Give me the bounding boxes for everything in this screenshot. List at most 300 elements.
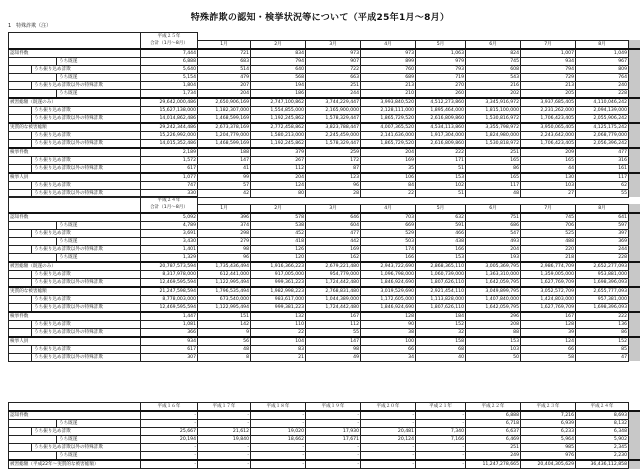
row-label: うち既遂 bbox=[56, 452, 140, 459]
value-cell: 706 bbox=[521, 221, 576, 229]
value-cell: 1,007 bbox=[521, 49, 576, 58]
value-cell: 202 bbox=[466, 89, 521, 98]
value-cell: 100 bbox=[361, 337, 416, 346]
year-header: 平成２４年 bbox=[576, 403, 629, 412]
table-row bbox=[9, 164, 640, 173]
value-cell: 1,401 bbox=[141, 245, 198, 253]
table-row bbox=[9, 229, 640, 237]
value-cell: 1,706,423,405 bbox=[521, 114, 576, 123]
year-header: 平成１６年 bbox=[141, 403, 198, 412]
value-cell: 20,404,305,629 bbox=[521, 460, 576, 469]
value-cell: 3,691 bbox=[141, 229, 198, 237]
value-cell: 794 bbox=[251, 57, 306, 65]
value-cell: 641 bbox=[576, 213, 629, 222]
table-row bbox=[9, 428, 640, 436]
gray-margin-cell bbox=[629, 278, 640, 287]
value-cell: 1,627,769,709 bbox=[521, 278, 576, 287]
table-row bbox=[9, 328, 640, 337]
value-cell: - bbox=[361, 444, 416, 452]
value-cell: 15,627,138,000 bbox=[141, 106, 198, 114]
value-cell: 38 bbox=[361, 328, 416, 337]
value-cell: 1,846,924,690 bbox=[361, 278, 416, 287]
gray-margin-cell bbox=[629, 320, 640, 328]
table-row bbox=[9, 353, 640, 361]
value-cell: 22 bbox=[251, 328, 306, 337]
value-cell: 2,056,396,242 bbox=[576, 139, 629, 148]
month-header: 8月 bbox=[576, 204, 629, 213]
value-cell: 729 bbox=[521, 73, 576, 81]
value-cell: 2,230 bbox=[576, 452, 629, 461]
value-cell: 307 bbox=[141, 353, 198, 361]
row-label: うち振り込め詐欺以外の特殊詐欺 bbox=[31, 329, 140, 336]
value-cell: 260 bbox=[416, 89, 466, 98]
table-row bbox=[9, 270, 640, 278]
value-cell: 1,572 bbox=[141, 156, 198, 164]
value-cell: - bbox=[306, 452, 361, 461]
value-cell: 152 bbox=[416, 320, 466, 328]
row-label-cell bbox=[9, 460, 141, 469]
year-header: 平成１７年 bbox=[198, 403, 251, 412]
table-row bbox=[9, 452, 640, 461]
value-cell: 14,015,352,486 bbox=[141, 139, 198, 148]
month-header: 8月 bbox=[576, 40, 629, 49]
value-cell: - bbox=[251, 460, 306, 469]
gray-margin-cell bbox=[629, 139, 640, 148]
value-cell: 4,007,365,520 bbox=[361, 123, 416, 132]
section-heading: 1 特殊詐欺（注） bbox=[8, 22, 51, 29]
value-cell: 1,182,307,000 bbox=[198, 106, 251, 114]
value-cell: 208 bbox=[466, 320, 521, 328]
row-label: うち振り込め詐欺以外の特殊詐欺 bbox=[31, 165, 140, 172]
value-cell: 15,226,992,000 bbox=[141, 131, 198, 139]
table-row bbox=[9, 73, 640, 81]
value-cell: 222 bbox=[416, 148, 466, 157]
value-cell: 1,895,464,000 bbox=[416, 106, 466, 114]
value-cell: 153 bbox=[466, 337, 521, 346]
value-cell: 244 bbox=[306, 89, 361, 98]
value-cell: 1,081 bbox=[141, 320, 198, 328]
value-cell: 112 bbox=[306, 320, 361, 328]
row-label-cell bbox=[9, 436, 141, 444]
value-cell: - bbox=[306, 411, 361, 420]
table-row bbox=[9, 81, 640, 89]
value-cell: 503 bbox=[361, 237, 416, 245]
value-cell: 5,902 bbox=[576, 436, 629, 444]
value-cell: 51 bbox=[416, 164, 466, 173]
value-cell: 479 bbox=[198, 73, 251, 81]
value-cell: 4,534,113,860 bbox=[416, 123, 466, 132]
value-cell: 1,578,329,447 bbox=[306, 114, 361, 123]
gray-margin-cell bbox=[629, 197, 640, 205]
value-cell: 2,616,809,860 bbox=[416, 114, 466, 123]
row-label: 被害総額（既遂のみ） bbox=[9, 263, 140, 270]
header-row bbox=[9, 403, 640, 412]
value-cell: 686 bbox=[466, 221, 521, 229]
gray-margin-cell bbox=[629, 181, 640, 189]
month-header: 7月 bbox=[521, 40, 576, 49]
row-label-cell bbox=[9, 139, 141, 148]
value-cell: 259 bbox=[306, 148, 361, 157]
value-cell: 529 bbox=[361, 229, 416, 237]
table-row bbox=[9, 436, 640, 444]
value-cell: 167 bbox=[521, 312, 576, 321]
year-header: 平成２５年 bbox=[141, 33, 198, 41]
header-blank bbox=[9, 403, 141, 412]
value-cell: 279 bbox=[198, 237, 251, 245]
value-cell: 316 bbox=[576, 156, 629, 164]
value-cell: 4,125,175,242 bbox=[576, 123, 629, 132]
value-cell: 4,110,046,242 bbox=[576, 98, 629, 107]
gray-margin-cell bbox=[629, 173, 640, 182]
value-cell: 2,868,365,110 bbox=[416, 262, 466, 271]
value-cell: 640 bbox=[251, 65, 306, 73]
value-cell: 87 bbox=[306, 164, 361, 173]
value-cell: 719 bbox=[416, 73, 466, 81]
value-cell: 1,554,855,000 bbox=[251, 106, 306, 114]
row-label-cell bbox=[9, 411, 141, 420]
value-cell: 204 bbox=[361, 148, 416, 157]
header-spacer bbox=[466, 33, 521, 41]
value-cell: 96 bbox=[198, 253, 251, 262]
value-cell: 128 bbox=[521, 320, 576, 328]
row-label-cell bbox=[9, 278, 141, 287]
row-label: うち振り込め詐欺 bbox=[31, 66, 140, 73]
value-cell: 983,617,000 bbox=[251, 295, 306, 303]
value-cell: 57 bbox=[198, 181, 251, 189]
value-cell: 3,937,685,405 bbox=[521, 98, 576, 107]
row-label: うち振り込め詐欺以外の特殊詐欺 bbox=[31, 115, 140, 122]
value-cell: 128 bbox=[361, 312, 416, 321]
row-label-cell bbox=[9, 270, 141, 278]
value-cell: - bbox=[251, 444, 306, 452]
value-cell: 3,744,229,447 bbox=[306, 98, 361, 107]
value-cell: 210 bbox=[361, 89, 416, 98]
table-row bbox=[9, 345, 640, 353]
value-cell: 27 bbox=[521, 189, 576, 197]
value-cell: 396 bbox=[198, 213, 251, 222]
value-cell: 147 bbox=[198, 156, 251, 164]
value-cell: 86 bbox=[466, 164, 521, 173]
gray-margin-cell bbox=[629, 156, 640, 164]
value-cell: - bbox=[198, 460, 251, 469]
value-cell: 48 bbox=[198, 345, 251, 353]
gray-margin-cell bbox=[629, 411, 640, 420]
row-label: うち振り込め詐欺 bbox=[31, 428, 140, 435]
row-label: 実質的な被害総額 bbox=[9, 124, 140, 131]
value-cell: 44 bbox=[521, 164, 576, 173]
value-cell: - bbox=[251, 420, 306, 428]
value-cell: 2,055,906,242 bbox=[576, 114, 629, 123]
row-label: うち既遂 bbox=[56, 238, 140, 245]
gray-margin-cell bbox=[629, 114, 640, 123]
value-cell: 249 bbox=[466, 452, 521, 461]
value-cell: 1,530,816,972 bbox=[466, 114, 521, 123]
row-label-cell bbox=[9, 123, 141, 132]
row-label: うち既遂 bbox=[56, 254, 140, 261]
row-label: うち振り込め詐欺以外の特殊詐欺 bbox=[31, 246, 140, 253]
value-cell: 899 bbox=[361, 57, 416, 65]
table-row bbox=[9, 444, 640, 452]
table-2013 bbox=[8, 32, 640, 198]
value-cell: 2,747,100,862 bbox=[251, 98, 306, 107]
value-cell: 112 bbox=[251, 164, 306, 173]
row-label: うち振り込め詐欺以外の特殊詐欺 bbox=[31, 354, 140, 361]
value-cell: 251 bbox=[466, 148, 521, 157]
row-label: うち振り込め詐欺 bbox=[31, 271, 140, 278]
year-header: 平成２１年 bbox=[416, 403, 466, 412]
header-spacer bbox=[576, 33, 629, 41]
value-cell: 793 bbox=[416, 65, 466, 73]
value-cell: 8,317,978,000 bbox=[141, 270, 198, 278]
month-header: 5月 bbox=[416, 40, 466, 49]
value-cell: 102 bbox=[416, 181, 466, 189]
value-cell: 917,005,000 bbox=[251, 270, 306, 278]
value-cell: 999,361,223 bbox=[251, 278, 306, 287]
value-cell: - bbox=[416, 420, 466, 428]
value-cell: 36,436,112,858 bbox=[576, 460, 629, 469]
gray-margin-cell bbox=[629, 436, 640, 444]
value-cell: 369 bbox=[576, 237, 629, 245]
table-row bbox=[9, 181, 640, 189]
value-cell: 3,355,798,972 bbox=[466, 123, 521, 132]
value-cell: 957,381,000 bbox=[576, 295, 629, 303]
row-label-cell bbox=[9, 337, 141, 346]
value-cell: 68 bbox=[416, 345, 466, 353]
value-cell: 184 bbox=[416, 312, 466, 321]
value-cell: - bbox=[141, 411, 198, 420]
value-cell: 110 bbox=[251, 320, 306, 328]
value-cell: 147 bbox=[306, 337, 361, 346]
value-cell: 218 bbox=[521, 253, 576, 262]
value-cell: 2,986,774,709 bbox=[521, 262, 576, 271]
table-row bbox=[9, 303, 640, 312]
value-cell: 751 bbox=[466, 213, 521, 222]
value-cell: 165 bbox=[466, 156, 521, 164]
value-cell: 1,807,626,110 bbox=[416, 303, 466, 312]
value-cell: 222 bbox=[576, 312, 629, 321]
row-label-cell bbox=[9, 89, 141, 98]
table-row bbox=[9, 49, 640, 58]
value-cell: 374 bbox=[198, 221, 251, 229]
value-cell: 3,823,788,447 bbox=[306, 123, 361, 132]
row-label: うち振り込め詐欺 bbox=[31, 321, 140, 328]
value-cell: 834 bbox=[251, 49, 306, 58]
value-cell: 6,888 bbox=[141, 57, 198, 65]
value-cell: 14,014,862,486 bbox=[141, 114, 198, 123]
value-cell: 4,512,273,860 bbox=[416, 98, 466, 107]
value-cell: - bbox=[361, 460, 416, 469]
row-label: うち既遂 bbox=[56, 74, 140, 81]
gray-margin-cell bbox=[629, 229, 640, 237]
row-label-cell bbox=[9, 295, 141, 303]
value-cell: 2,772,458,862 bbox=[251, 123, 306, 132]
value-cell: 5,092 bbox=[141, 213, 198, 222]
value-cell: 169 bbox=[361, 156, 416, 164]
value-cell: 152 bbox=[576, 337, 629, 346]
value-cell: 7,166 bbox=[416, 436, 466, 444]
row-label: 被害総額（既遂のみ） bbox=[9, 99, 140, 106]
value-cell: 591 bbox=[416, 221, 466, 229]
header-spacer bbox=[306, 197, 361, 205]
value-cell: 3,993,840,520 bbox=[361, 98, 416, 107]
value-cell: 2,189 bbox=[141, 148, 198, 157]
table-row bbox=[9, 213, 640, 222]
row-label-cell bbox=[9, 148, 141, 157]
row-label: 検挙人員 bbox=[9, 338, 140, 345]
value-cell: 17,930 bbox=[306, 428, 361, 436]
header-spacer bbox=[521, 197, 576, 205]
value-cell: 2,231,262,000 bbox=[521, 106, 576, 114]
value-cell: 99 bbox=[198, 173, 251, 182]
value-cell: 216 bbox=[466, 81, 521, 89]
row-label-cell bbox=[9, 312, 141, 321]
value-cell: 1,077 bbox=[141, 173, 198, 182]
value-cell: 330 bbox=[141, 189, 198, 197]
value-cell: 42 bbox=[198, 189, 251, 197]
value-cell: 1,049 bbox=[576, 49, 629, 58]
gray-margin-cell bbox=[629, 148, 640, 157]
table-row bbox=[9, 89, 640, 98]
row-label: うち振り込め詐欺以外の特殊詐欺 bbox=[31, 279, 140, 286]
value-cell: 220 bbox=[521, 245, 576, 253]
value-cell: 1,916,366,223 bbox=[251, 262, 306, 271]
total-header: 合計（1月～8月） bbox=[141, 40, 198, 49]
value-cell: 106 bbox=[361, 173, 416, 182]
value-cell: 20,481 bbox=[361, 428, 416, 436]
header-spacer bbox=[576, 197, 629, 205]
header-blank bbox=[9, 197, 141, 213]
value-cell: 3,430 bbox=[141, 237, 198, 245]
value-cell: 228 bbox=[576, 253, 629, 262]
value-cell: 6,718 bbox=[466, 420, 521, 428]
value-cell: 18,662 bbox=[251, 436, 306, 444]
value-cell: 103 bbox=[466, 345, 521, 353]
table-row bbox=[9, 114, 640, 123]
value-cell: - bbox=[416, 411, 466, 420]
row-label: うち振り込め詐欺 bbox=[31, 346, 140, 353]
row-label-cell bbox=[9, 444, 141, 452]
value-cell: 142 bbox=[198, 320, 251, 328]
value-cell: 1,122,995,494 bbox=[198, 278, 251, 287]
value-cell: 466 bbox=[416, 229, 466, 237]
gray-margin-cell bbox=[629, 428, 640, 436]
row-label-cell bbox=[9, 81, 141, 89]
value-cell: 62 bbox=[576, 181, 629, 189]
row-label-cell bbox=[9, 181, 141, 189]
value-cell: 1,192,245,862 bbox=[251, 114, 306, 123]
table-row bbox=[9, 287, 640, 296]
value-cell: 8,778,003,000 bbox=[141, 295, 198, 303]
value-cell: 1,865,729,520 bbox=[361, 114, 416, 123]
value-cell: 973 bbox=[361, 49, 416, 58]
value-cell: 673,540,000 bbox=[198, 295, 251, 303]
value-cell: 745 bbox=[466, 57, 521, 65]
value-cell: 689 bbox=[361, 73, 416, 81]
value-cell: 1,734 bbox=[141, 89, 198, 98]
row-label-cell bbox=[9, 156, 141, 164]
gray-margin-cell bbox=[629, 420, 640, 428]
year-header: 平成２３年 bbox=[521, 403, 576, 412]
value-cell: 193 bbox=[466, 253, 521, 262]
value-cell: 1,642,059,795 bbox=[466, 278, 521, 287]
value-cell: 204 bbox=[466, 245, 521, 253]
value-cell: 1,468,599,169 bbox=[198, 114, 251, 123]
value-cell: 1,530,818,972 bbox=[466, 139, 521, 148]
value-cell: 646 bbox=[306, 213, 361, 222]
gray-margin-cell bbox=[629, 65, 640, 73]
value-cell: 1,363,310,000 bbox=[466, 270, 521, 278]
value-cell: 58 bbox=[521, 353, 576, 361]
value-cell: 83 bbox=[251, 345, 306, 353]
value-cell: 1,578,329,447 bbox=[306, 139, 361, 148]
value-cell: 205 bbox=[521, 89, 576, 98]
gray-margin-cell bbox=[629, 253, 640, 262]
value-cell: 20,787,573,594 bbox=[141, 262, 198, 271]
row-label: 検挙人員 bbox=[9, 174, 140, 181]
month-header: 1月 bbox=[198, 40, 251, 49]
row-label: うち既遂 bbox=[56, 420, 140, 427]
value-cell: 809 bbox=[576, 65, 629, 73]
row-label-cell bbox=[9, 420, 141, 428]
table-row bbox=[9, 460, 640, 469]
header-spacer bbox=[306, 33, 361, 41]
table-row bbox=[9, 57, 640, 65]
table-row bbox=[9, 262, 640, 271]
value-cell: 1,627,769,709 bbox=[521, 303, 576, 312]
value-cell: 40 bbox=[416, 353, 466, 361]
value-cell: 126 bbox=[251, 245, 306, 253]
value-cell: 188 bbox=[198, 148, 251, 157]
value-cell: 1,447 bbox=[141, 312, 198, 321]
value-cell: 90 bbox=[361, 320, 416, 328]
gray-margin-cell bbox=[629, 123, 640, 132]
gray-margin-cell bbox=[629, 460, 640, 469]
value-cell: 568 bbox=[251, 73, 306, 81]
value-cell: 151 bbox=[198, 312, 251, 321]
value-cell: 136 bbox=[576, 320, 629, 328]
value-cell: 6,233 bbox=[521, 428, 576, 436]
row-label: 検挙件数 bbox=[9, 149, 140, 156]
table-row bbox=[9, 173, 640, 182]
gray-margin-cell bbox=[629, 49, 640, 58]
value-cell: 3,005,369,795 bbox=[466, 262, 521, 271]
value-cell: 166 bbox=[361, 253, 416, 262]
value-cell: 669 bbox=[361, 221, 416, 229]
gray-margin-cell bbox=[629, 303, 640, 312]
value-cell: 124 bbox=[251, 181, 306, 189]
value-cell: 608 bbox=[466, 65, 521, 73]
month-header: 6月 bbox=[466, 40, 521, 49]
row-label: うち既遂 bbox=[56, 222, 140, 229]
gray-margin-cell bbox=[629, 452, 640, 461]
value-cell: 538 bbox=[251, 221, 306, 229]
value-cell: 158 bbox=[416, 337, 466, 346]
value-cell: 56 bbox=[198, 337, 251, 346]
value-cell: 9 bbox=[198, 328, 251, 337]
row-label-cell bbox=[9, 73, 141, 81]
value-cell: 84 bbox=[361, 181, 416, 189]
gray-margin-cell bbox=[629, 337, 640, 346]
year-header: 平成２２年 bbox=[466, 403, 521, 412]
value-cell: 976 bbox=[521, 452, 576, 461]
row-label: うち振り込め詐欺 bbox=[31, 157, 140, 164]
value-cell: 35 bbox=[361, 164, 416, 173]
value-cell: 663 bbox=[306, 73, 361, 81]
gray-margin-cell bbox=[629, 73, 640, 81]
value-cell: 153 bbox=[416, 173, 466, 182]
row-label: うち振り込め詐欺以外の特殊詐欺 bbox=[31, 444, 140, 451]
value-cell: - bbox=[361, 411, 416, 420]
